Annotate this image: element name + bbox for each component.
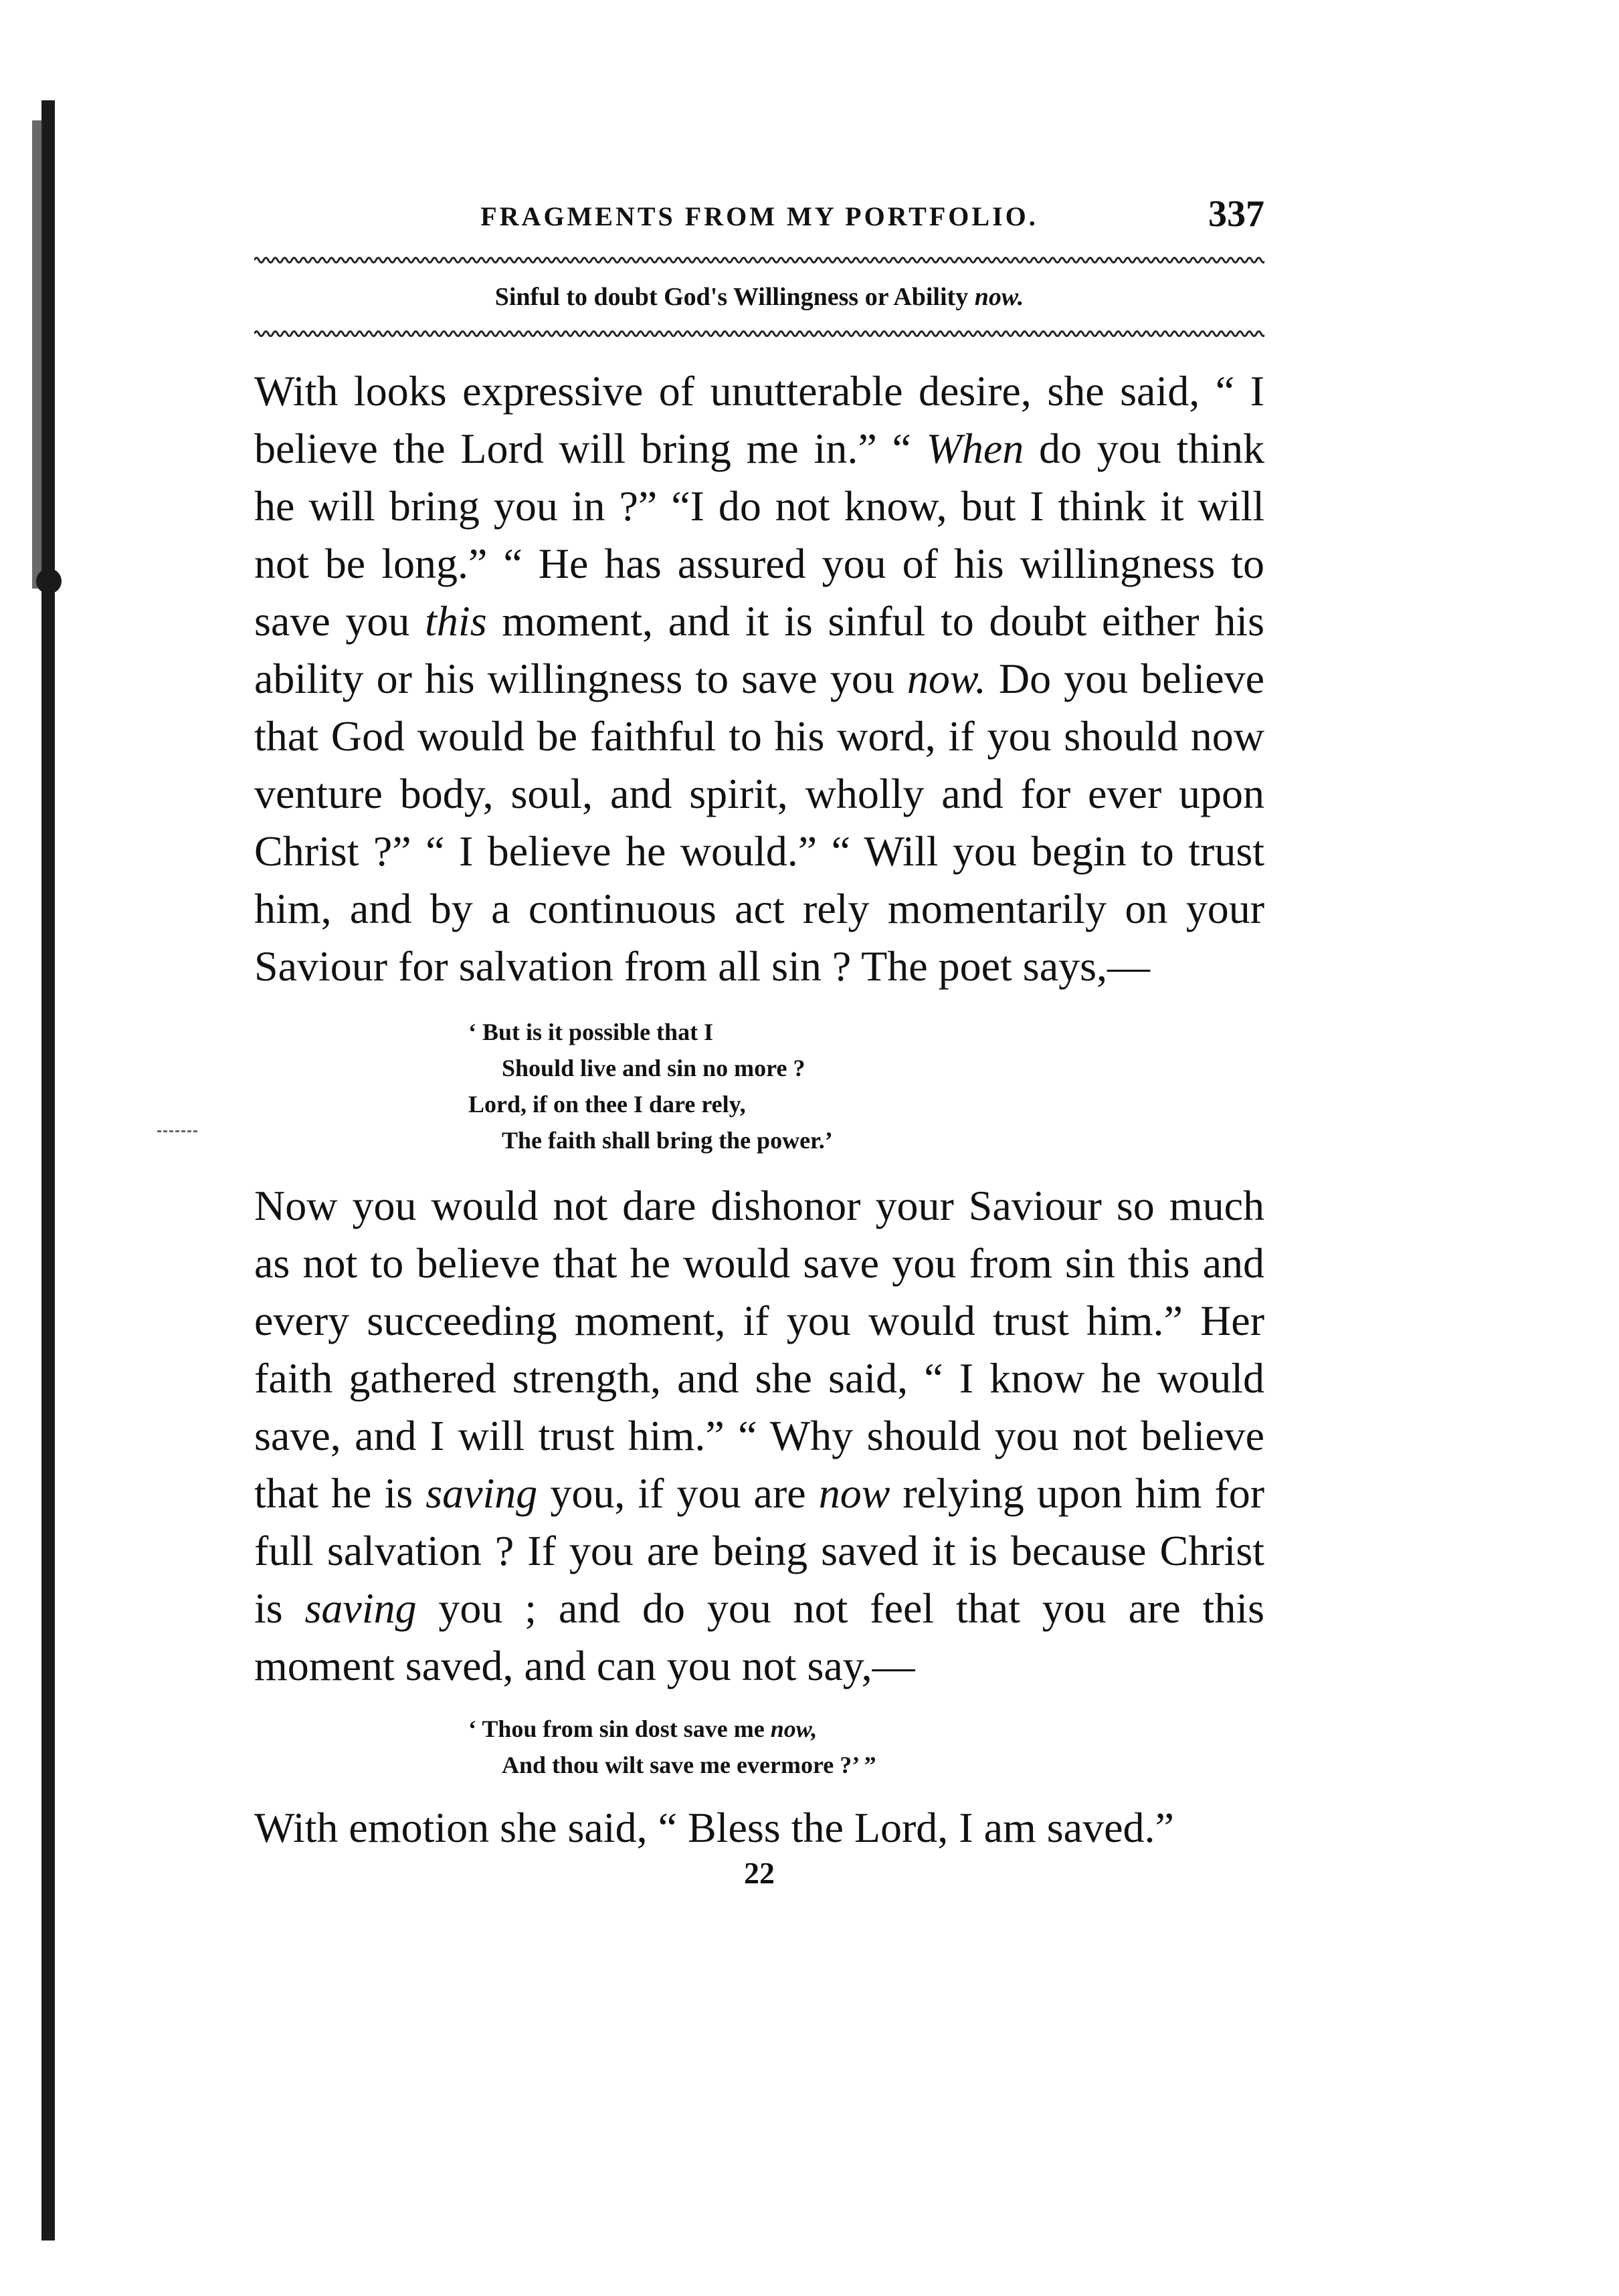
wavy-rule-bottom <box>254 328 1264 340</box>
paragraph-1 <box>254 362 1264 995</box>
poem-quote-2 <box>468 1711 1264 1783</box>
wavy-rule-top-line <box>254 258 1264 263</box>
subheading-italic: now. <box>974 283 1024 311</box>
paragraph-3: With emotion she said, “ Bless the Lord, I am saved.” <box>254 1804 1174 1851</box>
wavy-rule-bottom-line <box>254 332 1264 336</box>
book-spine-edge <box>32 120 43 589</box>
p2-text-2: you, if you are <box>537 1469 819 1517</box>
poem2-line-1-italic: now, <box>770 1715 818 1742</box>
p1-text-1: With looks expressive of unutterable desire, she said, “ I believe the Lord will bring me in.” “ <box>254 367 1264 472</box>
paragraph-2 <box>254 1177 1264 1695</box>
poem1-line-2: Should live and sin no more ? <box>502 1055 805 1081</box>
page-header <box>254 193 1264 254</box>
signature-mark: 22 <box>744 1856 775 1890</box>
poem1-line-3: Lord, if on thee I dare rely, <box>468 1091 746 1118</box>
p2-italic-saving-2: saving <box>304 1584 417 1632</box>
subheading-text: Sinful to doubt God's Willingness or Ability <box>494 283 969 311</box>
book-spine-shadow <box>41 100 55 2240</box>
p2-italic-now: now <box>818 1469 890 1517</box>
poem1-line-1: ‘ But is it possible that I <box>468 1019 714 1045</box>
p1-text-2: do you think he will bring you in ?” “I do not know, but I think it will not be long.” “ He has assured you of his willingness to save you <box>254 425 1264 645</box>
p2-italic-saving-1: saving <box>425 1469 538 1517</box>
p1-italic-this: this <box>425 597 487 645</box>
poem-quote-1 <box>468 1014 1264 1158</box>
p1-text-3: moment, and it is sinful to doubt either his ability or his willingness to save you <box>254 597 1265 702</box>
spine-blot <box>36 568 62 594</box>
poem2-line-1-text: ‘ Thou from sin dost save me <box>468 1715 771 1742</box>
p2-text-4: you ; and do you not feel that you are this moment saved, and can you not say,— <box>254 1584 1265 1689</box>
p1-text-4: Do you believe that God would be faithful to his word, if you should now venture body, soul, and spirit, wholly and for ever upon Christ ?” “ I believe he would.” “ Will you begin to trust him, and by a continuous act rely momentarily on your Saviour for salvation from all sin ? The poet says,— <box>254 655 1264 990</box>
wavy-rule-top <box>254 254 1264 266</box>
scan-mark <box>157 1130 197 1132</box>
page-number: 337 <box>1208 193 1264 235</box>
p1-italic-when: When <box>926 425 1024 472</box>
section-subheading <box>254 282 1264 312</box>
body-text <box>254 362 1264 1857</box>
poem1-line-4: The faith shall bring the power.’ <box>502 1127 833 1154</box>
poem2-line-2: And thou wilt save me evermore ?’ ” <box>502 1752 876 1778</box>
running-title: FRAGMENTS FROM MY PORTFOLIO. <box>480 201 1038 231</box>
p2-text-3: relying upon him for full salvation ? If you are being saved it is because Christ is <box>254 1469 1265 1632</box>
p1-italic-now: now. <box>907 655 986 702</box>
book-page <box>254 193 1265 1890</box>
poem2-line-1 <box>468 1711 1264 1747</box>
p2-text-1: Now you would not dare dishonor your Saviour so much as not to believe that he would save you from sin this and every succeeding moment, if you would trust him.” Her faith gathered strength, and she said, “ I know he would save, and I will trust him.” “ Why should you not believe that he is <box>254 1182 1264 1517</box>
